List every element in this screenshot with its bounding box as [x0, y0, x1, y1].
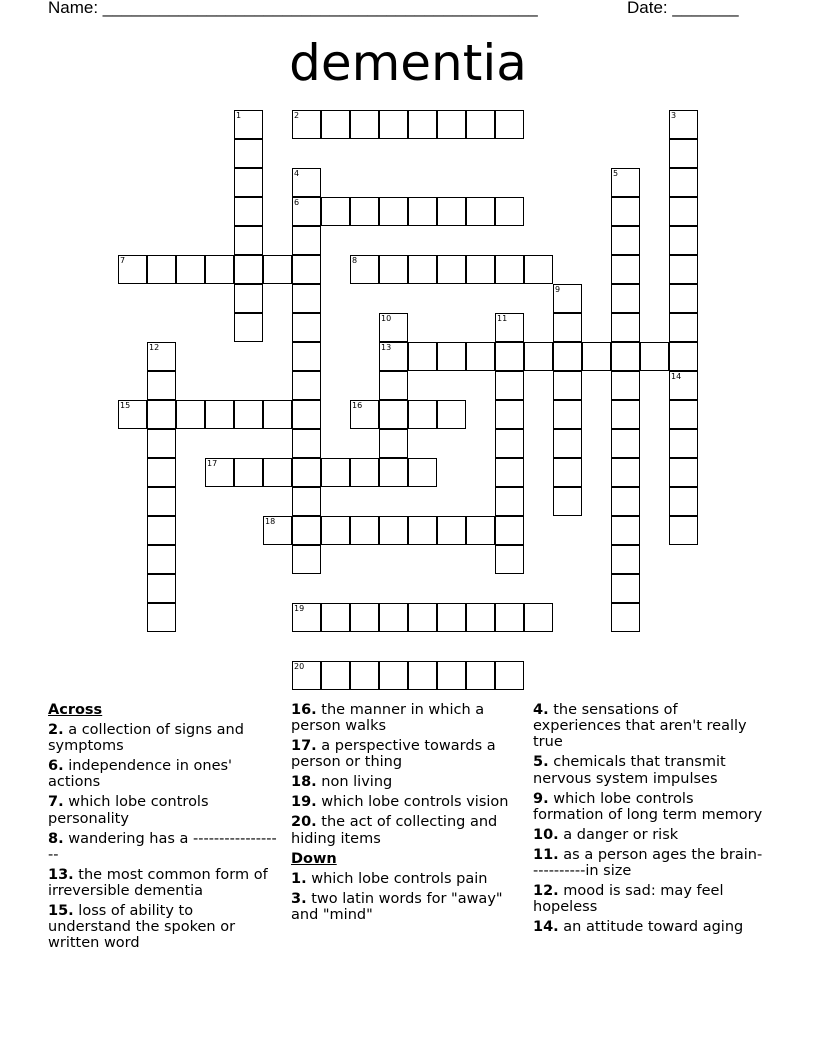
clue-num: 15. [48, 903, 74, 920]
grid-cell[interactable] [495, 487, 524, 516]
grid-cell[interactable] [379, 603, 408, 632]
grid-cell[interactable] [379, 429, 408, 458]
grid-cell[interactable] [292, 284, 321, 313]
grid-cell[interactable] [495, 255, 524, 284]
clue-text: an attitude toward aging [558, 919, 744, 936]
grid-cell[interactable] [437, 110, 466, 139]
grid-cell[interactable] [234, 255, 263, 284]
clue-number: 11 [497, 314, 508, 323]
grid-cell[interactable] [205, 255, 234, 284]
grid-cell[interactable] [669, 487, 698, 516]
grid-cell[interactable] [466, 197, 495, 226]
grid-cell[interactable] [437, 603, 466, 632]
clue-num: 8. [48, 830, 64, 847]
clue-num: 7. [48, 794, 64, 811]
clue-number: 20 [294, 662, 305, 671]
grid-cell[interactable] [234, 197, 263, 226]
grid-cell[interactable] [669, 429, 698, 458]
clue [533, 827, 765, 843]
grid-cell[interactable] [350, 516, 379, 545]
grid-cell[interactable] [292, 226, 321, 255]
clue-num: 10. [533, 826, 559, 843]
clue-num: 20. [291, 814, 317, 831]
grid-cell[interactable] [611, 545, 640, 574]
across-heading: Across [48, 702, 103, 718]
clue-num: 11. [533, 846, 559, 863]
grid-cell[interactable] [466, 516, 495, 545]
clue-num: 17. [291, 738, 317, 755]
clue-num: 9. [533, 790, 549, 807]
grid-cell[interactable] [408, 603, 437, 632]
clue [48, 831, 280, 863]
grid-cell[interactable] [408, 110, 437, 139]
grid-cell[interactable] [321, 516, 350, 545]
grid-cell[interactable] [611, 371, 640, 400]
grid-cell[interactable] [292, 371, 321, 400]
clue [48, 903, 280, 952]
grid-cell[interactable] [495, 342, 524, 371]
clue [291, 891, 523, 923]
grid-cell[interactable] [495, 458, 524, 487]
grid-cell[interactable] [669, 342, 698, 371]
grid-cell[interactable] [611, 226, 640, 255]
clues-column-3 [533, 702, 765, 939]
grid-cell[interactable] [147, 458, 176, 487]
grid-cell[interactable] [234, 168, 263, 197]
grid-cell[interactable] [437, 400, 466, 429]
clue-num: 1. [291, 870, 307, 887]
clue-number: 6 [294, 198, 300, 207]
clue-number: 7 [120, 256, 126, 265]
grid-cell[interactable] [669, 313, 698, 342]
clue-text: a perspective towards a person or thing [291, 738, 496, 771]
clue [48, 794, 280, 826]
clue-text: the most common form of irreversible dementia [48, 866, 268, 900]
grid-cell[interactable] [379, 371, 408, 400]
grid-cell[interactable] [611, 429, 640, 458]
clue-num: 16. [291, 702, 317, 718]
grid-cell[interactable] [611, 342, 640, 371]
grid-cell[interactable] [495, 197, 524, 226]
grid-cell[interactable] [147, 574, 176, 603]
grid-cell[interactable] [234, 313, 263, 342]
grid-cell[interactable] [553, 458, 582, 487]
grid-cell[interactable] [611, 603, 640, 632]
clues-column-1 [48, 702, 280, 955]
grid-cell[interactable] [611, 284, 640, 313]
clue-text: the act of collecting and hiding items [291, 814, 498, 847]
grid-cell[interactable] [495, 371, 524, 400]
grid-cell[interactable] [292, 545, 321, 574]
clue-text: loss of ability to understand the spoken or written word [48, 903, 236, 952]
clue-number: 14 [671, 372, 682, 381]
grid-cell[interactable] [321, 458, 350, 487]
grid-cell[interactable] [292, 342, 321, 371]
clue-text: which lobe controls pain [306, 870, 488, 887]
clue-number: 4 [294, 169, 300, 178]
grid-cell[interactable] [495, 516, 524, 545]
clue [533, 847, 765, 879]
clue-num: 18. [291, 774, 317, 791]
clue-text: which lobe controls personality [48, 794, 209, 827]
clue [533, 919, 765, 935]
grid-cell[interactable] [147, 400, 176, 429]
grid-cell[interactable] [292, 429, 321, 458]
grid-cell[interactable] [147, 545, 176, 574]
clue-number: 1 [236, 111, 242, 120]
clue [291, 774, 523, 790]
grid-cell[interactable] [466, 255, 495, 284]
clue-number: 13 [381, 343, 392, 352]
clue-number: 16 [352, 401, 363, 410]
grid-cell[interactable] [205, 400, 234, 429]
grid-cell[interactable] [408, 197, 437, 226]
clue-number: 10 [381, 314, 392, 323]
grid-cell[interactable] [408, 458, 437, 487]
grid-cell[interactable] [321, 197, 350, 226]
clue-text: as a person ages the brain-----------in size [533, 846, 763, 880]
grid-cell[interactable] [437, 255, 466, 284]
grid-cell[interactable] [669, 139, 698, 168]
clue-number: 8 [352, 256, 358, 265]
grid-cell[interactable] [379, 458, 408, 487]
clue-num: 19. [291, 794, 317, 811]
clue-text: which lobe controls formation of long term memory [533, 790, 763, 823]
clue [48, 867, 280, 899]
grid-cell[interactable] [234, 458, 263, 487]
grid-cell[interactable] [379, 400, 408, 429]
clue [291, 738, 523, 770]
clue-num: 14. [533, 919, 559, 936]
grid-cell[interactable] [669, 197, 698, 226]
grid-cell[interactable] [292, 516, 321, 545]
clue-text: non living [316, 774, 393, 791]
grid-cell[interactable] [263, 458, 292, 487]
grid-cell[interactable] [611, 458, 640, 487]
down-heading: Down [291, 850, 337, 867]
clues-column-2 [291, 702, 523, 927]
grid-cell[interactable] [437, 197, 466, 226]
grid-cell[interactable] [147, 255, 176, 284]
grid-cell[interactable] [408, 255, 437, 284]
grid-cell[interactable] [292, 487, 321, 516]
date-field: Date: _______ [627, 0, 739, 17]
clue [533, 754, 765, 786]
grid-cell[interactable] [437, 342, 466, 371]
grid-cell[interactable] [524, 603, 553, 632]
grid-cell[interactable] [611, 574, 640, 603]
grid-cell[interactable] [147, 429, 176, 458]
grid-cell[interactable] [234, 400, 263, 429]
clue [291, 702, 523, 734]
grid-cell[interactable] [582, 342, 611, 371]
grid-cell[interactable] [147, 603, 176, 632]
grid-cell[interactable] [321, 603, 350, 632]
clue-text: wandering has a ------------------ [48, 830, 277, 863]
grid-cell[interactable] [350, 110, 379, 139]
grid-cell[interactable] [408, 661, 437, 690]
clue-number: 9 [555, 285, 561, 294]
clue-text: a danger or risk [558, 826, 679, 843]
clue-text: which lobe controls vision [316, 794, 509, 811]
grid-cell[interactable] [669, 168, 698, 197]
grid-cell[interactable] [263, 255, 292, 284]
grid-cell[interactable] [669, 458, 698, 487]
clue-text: the manner in which a person walks [291, 702, 485, 735]
clue-num: 5. [533, 754, 549, 771]
grid-cell[interactable] [234, 284, 263, 313]
grid-cell[interactable] [408, 400, 437, 429]
grid-cell[interactable] [466, 110, 495, 139]
grid-cell[interactable] [669, 255, 698, 284]
clue [533, 702, 765, 751]
grid-cell[interactable] [408, 516, 437, 545]
clue-number: 2 [294, 111, 300, 120]
grid-cell[interactable] [408, 342, 437, 371]
clue-num: 4. [533, 702, 549, 718]
grid-cell[interactable] [379, 255, 408, 284]
grid-cell[interactable] [524, 255, 553, 284]
grid-cell[interactable] [640, 342, 669, 371]
grid-cell[interactable] [553, 400, 582, 429]
clue [48, 722, 280, 754]
grid-cell[interactable] [553, 487, 582, 516]
grid-cell[interactable] [466, 603, 495, 632]
grid-cell[interactable] [495, 400, 524, 429]
grid-cell[interactable] [379, 110, 408, 139]
grid-cell[interactable] [495, 429, 524, 458]
grid-cell[interactable] [147, 371, 176, 400]
clue-number: 19 [294, 604, 305, 613]
grid-cell[interactable] [234, 226, 263, 255]
grid-cell[interactable] [611, 400, 640, 429]
grid-cell[interactable] [437, 516, 466, 545]
grid-cell[interactable] [379, 661, 408, 690]
grid-cell[interactable] [495, 661, 524, 690]
grid-cell[interactable] [611, 255, 640, 284]
grid-cell[interactable] [553, 371, 582, 400]
name-field: Name: ______________________________________________ [48, 0, 538, 17]
grid-cell[interactable] [350, 458, 379, 487]
grid-cell[interactable] [553, 313, 582, 342]
grid-cell[interactable] [611, 313, 640, 342]
grid-cell[interactable] [611, 487, 640, 516]
grid-cell[interactable] [611, 197, 640, 226]
grid-cell[interactable] [524, 342, 553, 371]
grid-cell[interactable] [263, 400, 292, 429]
grid-cell[interactable] [437, 661, 466, 690]
clue-number: 3 [671, 111, 677, 120]
grid-cell[interactable] [321, 110, 350, 139]
grid-cell[interactable] [379, 197, 408, 226]
grid-cell[interactable] [553, 429, 582, 458]
clue-number: 18 [265, 517, 276, 526]
clue [291, 814, 523, 846]
grid-cell[interactable] [466, 342, 495, 371]
clue-text: chemicals that transmit nervous system impulses [533, 754, 726, 787]
clue-number: 12 [149, 343, 160, 352]
grid-cell[interactable] [234, 139, 263, 168]
grid-cell[interactable] [147, 516, 176, 545]
clue [533, 883, 765, 915]
grid-cell[interactable] [350, 661, 379, 690]
grid-cell[interactable] [379, 516, 408, 545]
grid-cell[interactable] [669, 226, 698, 255]
clue-text: independence in ones' actions [48, 758, 233, 791]
grid-cell[interactable] [495, 603, 524, 632]
clue-text: two latin words for "away" and "mind" [291, 890, 503, 923]
clue-num: 2. [48, 722, 64, 738]
grid-cell[interactable] [350, 197, 379, 226]
grid-cell[interactable] [669, 516, 698, 545]
clue-text: mood is sad: may feel hopeless [533, 883, 724, 916]
clue-num: 12. [533, 883, 559, 900]
grid-cell[interactable] [553, 342, 582, 371]
clue-text: the sensations of experiences that aren't really true [533, 702, 747, 751]
grid-cell[interactable] [350, 603, 379, 632]
grid-cell[interactable] [495, 545, 524, 574]
clue-num: 13. [48, 866, 74, 883]
clue [291, 794, 523, 810]
grid-cell[interactable] [292, 458, 321, 487]
grid-cell[interactable] [669, 400, 698, 429]
grid-cell[interactable] [321, 661, 350, 690]
grid-cell[interactable] [292, 400, 321, 429]
clue-num: 6. [48, 758, 64, 775]
grid-cell[interactable] [669, 284, 698, 313]
grid-cell[interactable] [147, 487, 176, 516]
clue [533, 791, 765, 823]
grid-cell[interactable] [495, 110, 524, 139]
clue-text: a collection of signs and symptoms [48, 722, 244, 755]
clue-number: 5 [613, 169, 619, 178]
grid-cell[interactable] [611, 516, 640, 545]
page-title: dementia [289, 34, 527, 92]
grid-cell[interactable] [176, 400, 205, 429]
clue-num: 3. [291, 890, 307, 907]
clue [291, 871, 523, 887]
clue-number: 15 [120, 401, 131, 410]
grid-cell[interactable] [176, 255, 205, 284]
grid-cell[interactable] [292, 313, 321, 342]
grid-cell[interactable] [466, 661, 495, 690]
grid-cell[interactable] [292, 255, 321, 284]
clue-number: 17 [207, 459, 218, 468]
clue [48, 758, 280, 790]
